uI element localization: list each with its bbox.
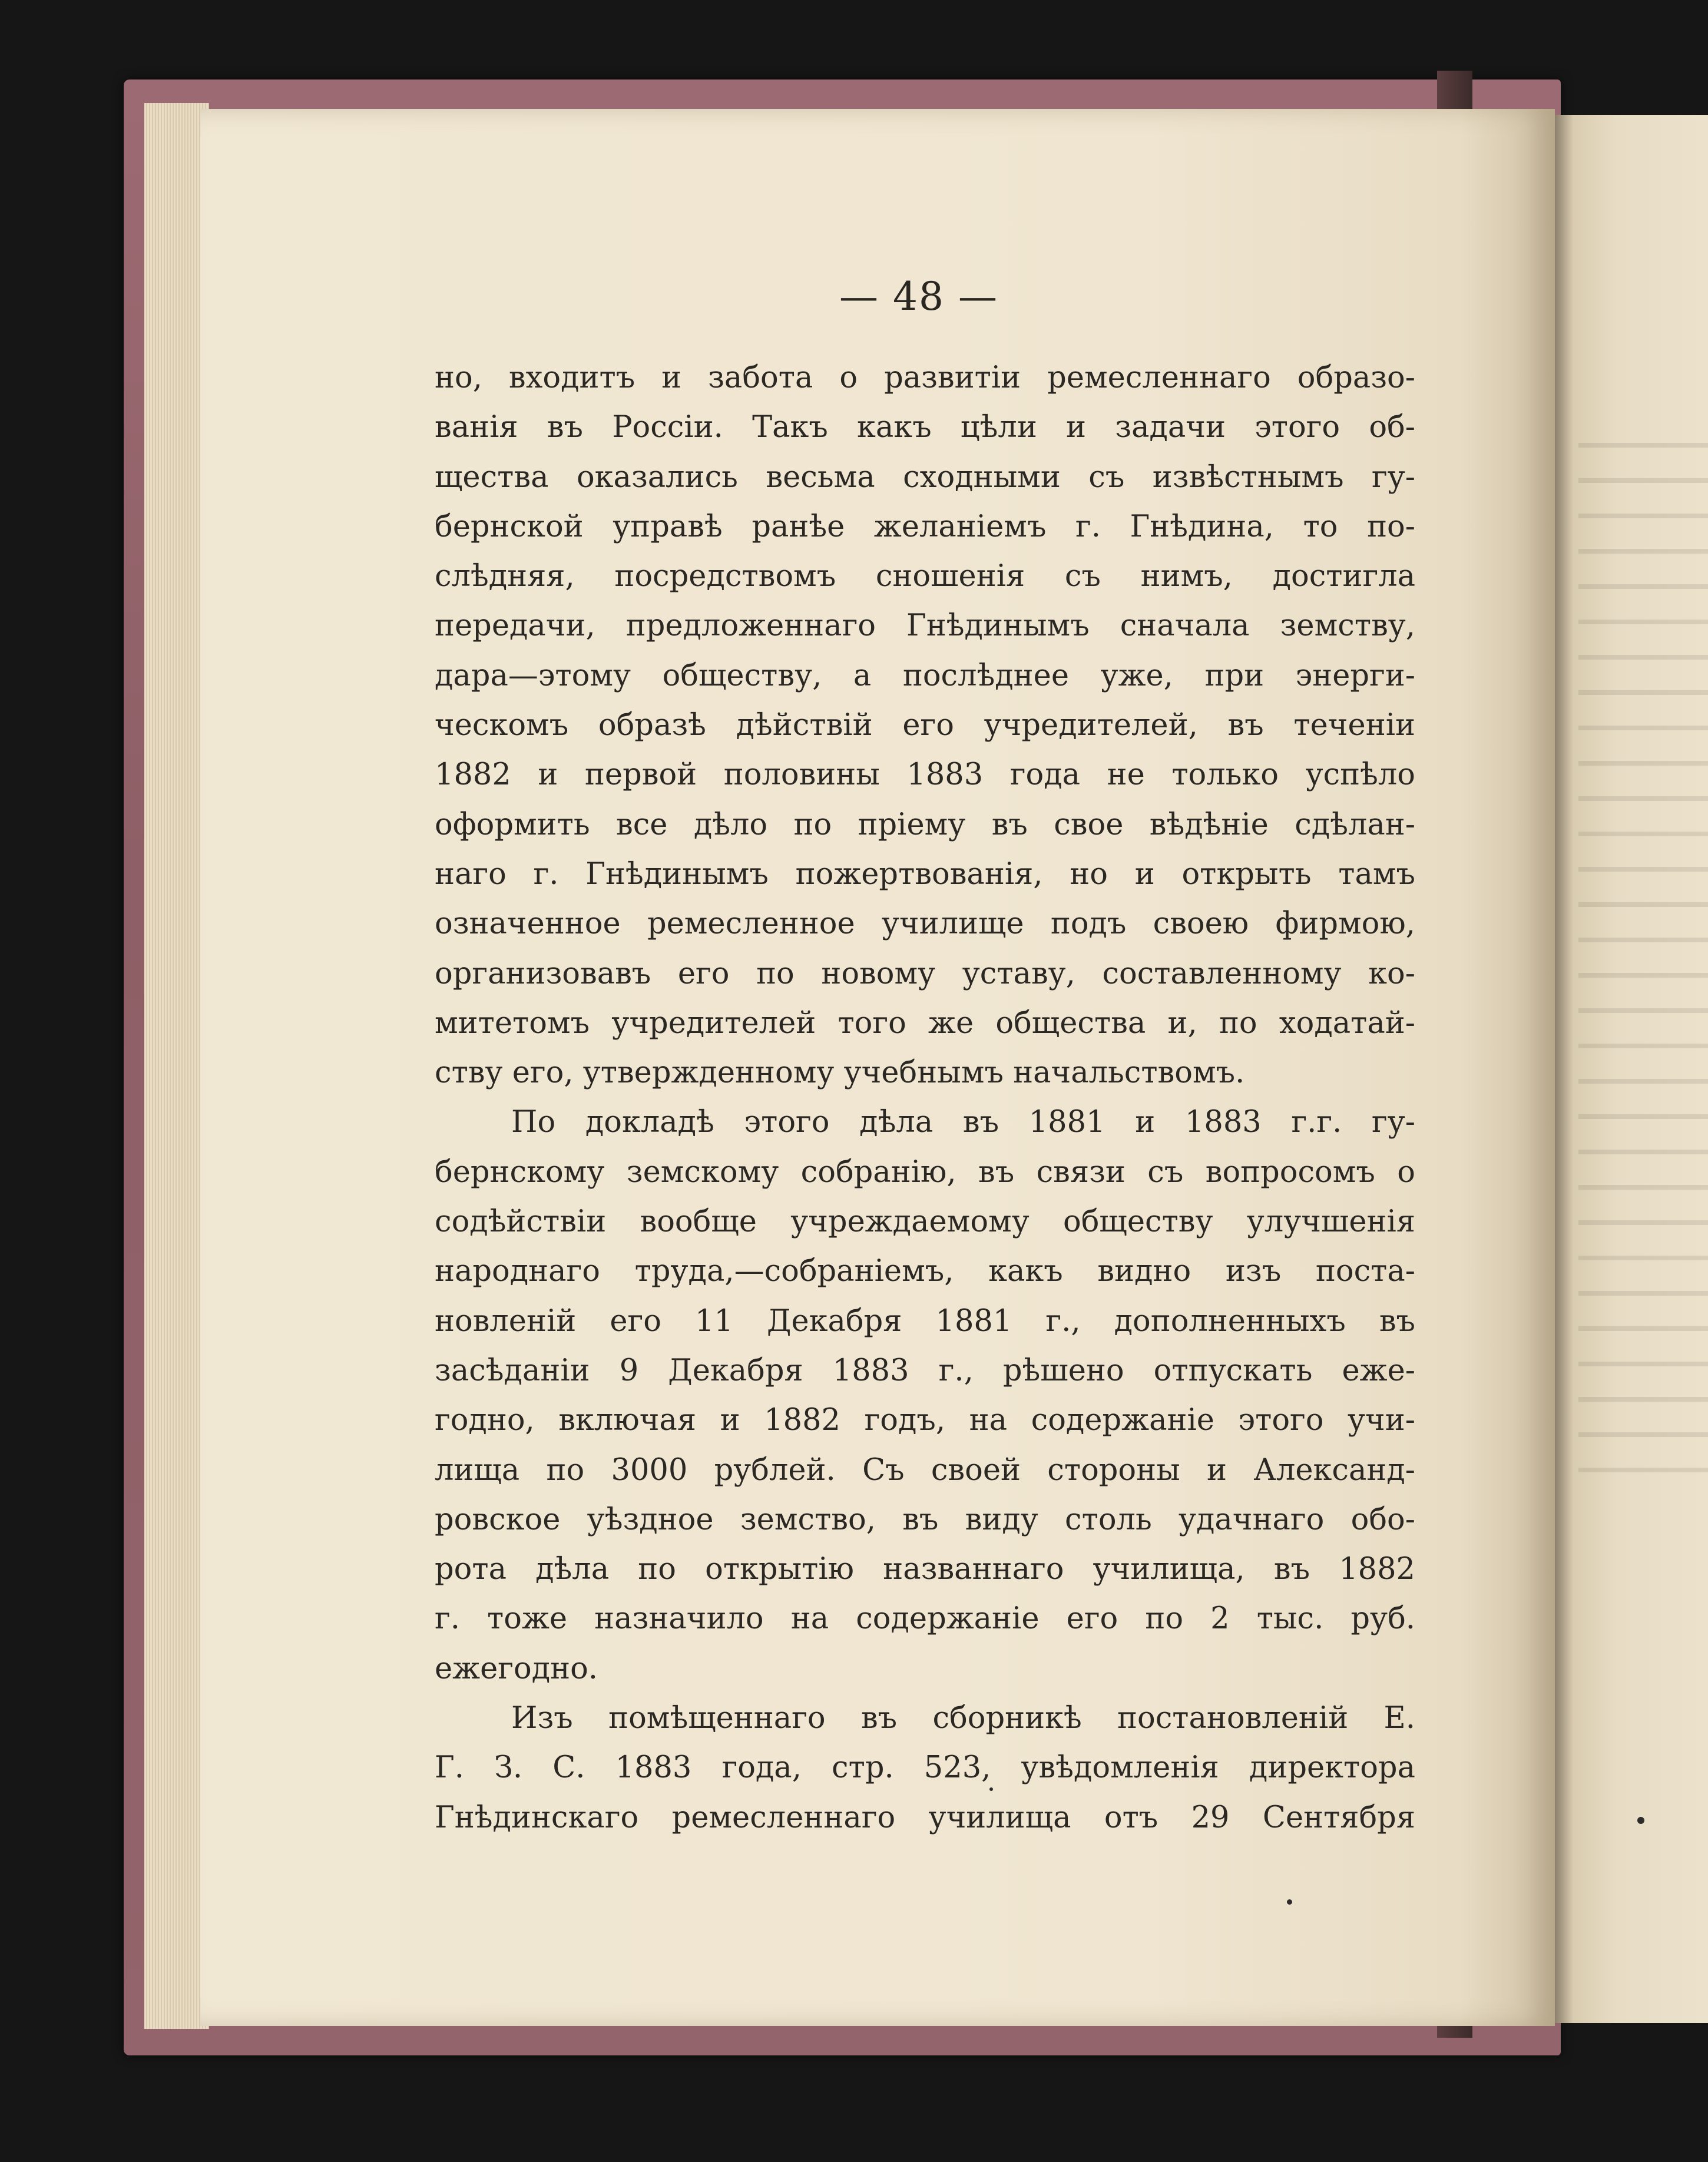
text-line: 1882 и первой половины 1883 года не только успѣло (435, 757, 1415, 793)
text-line: ческомъ образѣ дѣйствій его учредителей, въ теченіи (435, 708, 1415, 743)
text-line: ежегодно. (435, 1651, 598, 1686)
text-line: годно, включая и 1882 годъ, на содержаніе этого учи- (435, 1403, 1415, 1438)
page-block-edges (144, 103, 209, 2029)
text-line: лища по 3000 рублей. Съ своей стороны и Александ- (435, 1452, 1415, 1488)
text-line: означенное ремесленное училище подъ своею фирмою, (435, 906, 1415, 942)
text-line: передачи, предложеннаго Гнѣдинымъ сначала земству, (435, 608, 1415, 644)
text-line: ровское уѣздное земство, въ виду столь удачнаго обо- (435, 1502, 1415, 1537)
ink-speck (989, 1787, 993, 1791)
text-line: рота дѣла по открытію названнаго училища, въ 1882 (435, 1552, 1415, 1587)
text-line: организовавъ его по новому уставу, составленному ко- (435, 956, 1415, 991)
text-line: народнаго труда,—собраніемъ, какъ видно изъ поста- (435, 1254, 1415, 1289)
text-line: но, входитъ и забота о развитіи ремесленнаго образо- (435, 360, 1415, 395)
text-line: ству его, утвержденному учебнымъ начальствомъ. (435, 1055, 1245, 1091)
body-text (435, 353, 1415, 1843)
text-line: митетомъ учредителей того же общества и, по ходатай- (435, 1005, 1415, 1041)
page-number: — 48 — (839, 274, 998, 319)
text-line: бернской управѣ ранѣе желаніемъ г. Гнѣдина, то по- (435, 509, 1415, 544)
ink-speck (1287, 1899, 1292, 1905)
text-line: новленій его 11 Декабря 1881 г., дополненныхъ въ (435, 1303, 1415, 1339)
ink-speck (1637, 1817, 1644, 1824)
text-line: бернскому земскому собранію, въ связи съ вопросомъ о (435, 1154, 1415, 1190)
text-line: слѣдняя, посредствомъ сношенія съ нимъ, достигла (435, 559, 1415, 594)
text-line: По докладѣ этого дѣла въ 1881 и 1883 г.г. гу- (511, 1105, 1415, 1140)
text-line: Гнѣдинскаго ремесленнаго училища отъ 29 Сентября (435, 1800, 1415, 1835)
text-line: оформить все дѣло по пріему въ свое вѣдѣніе сдѣлан- (435, 807, 1415, 842)
text-line: засѣданіи 9 Декабря 1883 г., рѣшено отпускать еже- (435, 1353, 1415, 1388)
text-line: Изъ помѣщеннаго въ сборникѣ постановленій Е. (511, 1701, 1415, 1736)
text-line: дара—этому обществу, а послѣднее уже, при энерги- (435, 658, 1415, 693)
text-line: Г. З. С. 1883 года, стр. 523, увѣдомленія директора (435, 1750, 1415, 1786)
text-line: г. тоже назначило на содержаніе его по 2 тыс. руб. (435, 1601, 1415, 1637)
text-line: ванія въ Россіи. Такъ какъ цѣли и задачи этого об- (435, 410, 1415, 445)
next-page-bleed-texture (1578, 412, 1708, 1472)
text-line: щества оказались весьма сходными съ извѣстнымъ гу- (435, 459, 1415, 495)
text-line: содѣйствіи вообще учреждаемому обществу улучшенія (435, 1204, 1415, 1240)
text-line: наго г. Гнѣдинымъ пожертвованія, но и открыть тамъ (435, 856, 1415, 892)
